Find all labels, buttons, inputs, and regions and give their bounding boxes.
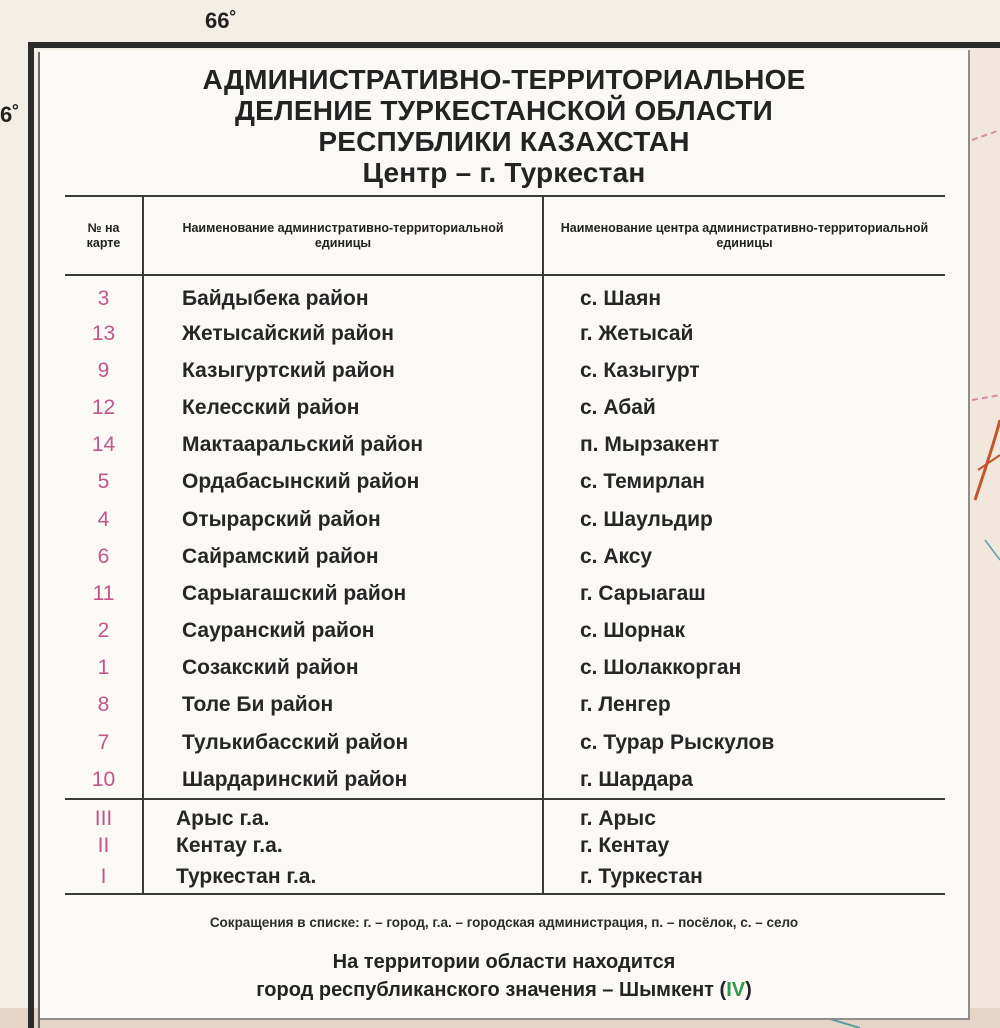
- header-unit-name: Наименование административно-территориальной единицы: [143, 196, 543, 275]
- footer-note: [40, 948, 968, 1004]
- table-row: [65, 860, 945, 894]
- footer-line-2: [40, 976, 968, 1004]
- row-center-name: с. Казыгурт: [543, 352, 945, 389]
- row-center-name: с. Шаян: [543, 275, 945, 315]
- row-center-name: с. Шорнак: [543, 613, 945, 650]
- row-number: 5: [97, 470, 110, 494]
- row-number: 4: [97, 507, 110, 531]
- row-center-name: с. Темирлан: [543, 464, 945, 501]
- row-unit-name: Толе Би район: [143, 687, 543, 724]
- row-number: 8: [97, 693, 110, 717]
- row-number: 2: [97, 619, 110, 643]
- title-line-3: РЕСПУБЛИКИ КАЗАХСТАН: [318, 126, 690, 157]
- row-number: 13: [91, 321, 116, 345]
- row-center-name: г. Туркестан: [543, 860, 945, 894]
- row-number: 7: [97, 730, 110, 754]
- legend-panel: [40, 50, 970, 1020]
- row-center-name: п. Мырзакент: [543, 427, 945, 464]
- longitude-label: 66˚: [205, 8, 237, 33]
- footer-roman-number: IV: [726, 979, 746, 1001]
- cities-body: [65, 799, 945, 894]
- table-row: [65, 427, 945, 464]
- table-row: [65, 538, 945, 575]
- admin-units-table: [65, 195, 945, 895]
- row-unit-name: Тулькибасский район: [143, 724, 543, 761]
- table-row: [65, 687, 945, 724]
- row-number: 12: [91, 395, 116, 419]
- title-line-4: Центр – г. Туркестан: [362, 157, 646, 188]
- table-row: [65, 389, 945, 426]
- row-unit-name: Арыс г.а.: [143, 799, 543, 831]
- table-row: [65, 650, 945, 687]
- row-number: II: [97, 833, 110, 857]
- row-center-name: г. Кентау: [543, 831, 945, 860]
- table-row: [65, 315, 945, 352]
- table-row: [65, 724, 945, 761]
- row-unit-name: Сауранский район: [143, 613, 543, 650]
- table-row: [65, 575, 945, 612]
- table-row: [65, 761, 945, 799]
- table-row: [65, 352, 945, 389]
- map-frame-left: [28, 42, 34, 1028]
- row-unit-name: Жетысайский район: [143, 315, 543, 352]
- districts-body: [65, 275, 945, 799]
- map-frame-top: [28, 42, 1000, 48]
- table-row: [65, 799, 945, 831]
- table-row: [65, 831, 945, 860]
- row-center-name: с. Шаульдир: [543, 501, 945, 538]
- row-number: 3: [97, 286, 110, 310]
- row-number: 10: [91, 767, 116, 791]
- row-number: 11: [92, 581, 115, 605]
- row-unit-name: Келесский район: [143, 389, 543, 426]
- row-number: 14: [91, 433, 116, 457]
- row-center-name: г. Сарыагаш: [543, 575, 945, 612]
- row-number: 1: [97, 656, 110, 680]
- row-unit-name: Казыгуртский район: [143, 352, 543, 389]
- row-center-name: с. Абай: [543, 389, 945, 426]
- footer-line-2-text: город республиканского значения – Шымкент (: [256, 979, 727, 1001]
- row-number: 9: [97, 358, 110, 382]
- footer-line-1: На территории области находится: [332, 951, 676, 973]
- row-number: 6: [97, 544, 110, 568]
- row-center-name: г. Арыс: [543, 799, 945, 831]
- row-center-name: г. Ленгер: [543, 687, 945, 724]
- row-unit-name: Байдыбека район: [143, 275, 543, 315]
- row-number: III: [65, 799, 143, 831]
- table-row: [65, 464, 945, 501]
- table-header-row: [65, 196, 945, 275]
- row-unit-name: Кентау г.а.: [143, 831, 543, 860]
- header-number: № на карте: [65, 196, 143, 275]
- row-center-name: с. Турар Рыскулов: [543, 724, 945, 761]
- row-unit-name: Шардаринский район: [143, 761, 543, 799]
- row-center-name: с. Аксу: [543, 538, 945, 575]
- row-center-name: г. Жетысай: [543, 315, 945, 352]
- row-unit-name: Созакский район: [143, 650, 543, 687]
- row-center-name: с. Шолаккорган: [543, 650, 945, 687]
- table-row: [65, 275, 945, 315]
- row-unit-name: Туркестан г.а.: [143, 860, 543, 894]
- row-unit-name: Сайрамский район: [143, 538, 543, 575]
- row-unit-name: Отырарский район: [143, 501, 543, 538]
- row-unit-name: Мактааральский район: [143, 427, 543, 464]
- row-unit-name: Ордабасынский район: [143, 464, 543, 501]
- table-row: [65, 613, 945, 650]
- abbreviations-note: Сокращения в списке: г. – город, г.а. – городская администрация, п. – посёлок, с. – село: [209, 915, 799, 930]
- row-number: I: [65, 860, 143, 894]
- latitude-label: 6˚: [0, 102, 20, 127]
- row-unit-name: Сарыагашский район: [143, 575, 543, 612]
- footer-close-paren: ): [745, 979, 752, 1001]
- header-center-name: Наименование центра административно-территориальной единицы: [543, 196, 945, 275]
- row-center-name: г. Шардара: [543, 761, 945, 799]
- table-row: [65, 501, 945, 538]
- title-line-2: ДЕЛЕНИЕ ТУРКЕСТАНСКОЙ ОБЛАСТИ: [235, 95, 773, 126]
- title-line-1: АДМИНИСТРАТИВНО-ТЕРРИТОРИАЛЬНОЕ: [202, 64, 806, 95]
